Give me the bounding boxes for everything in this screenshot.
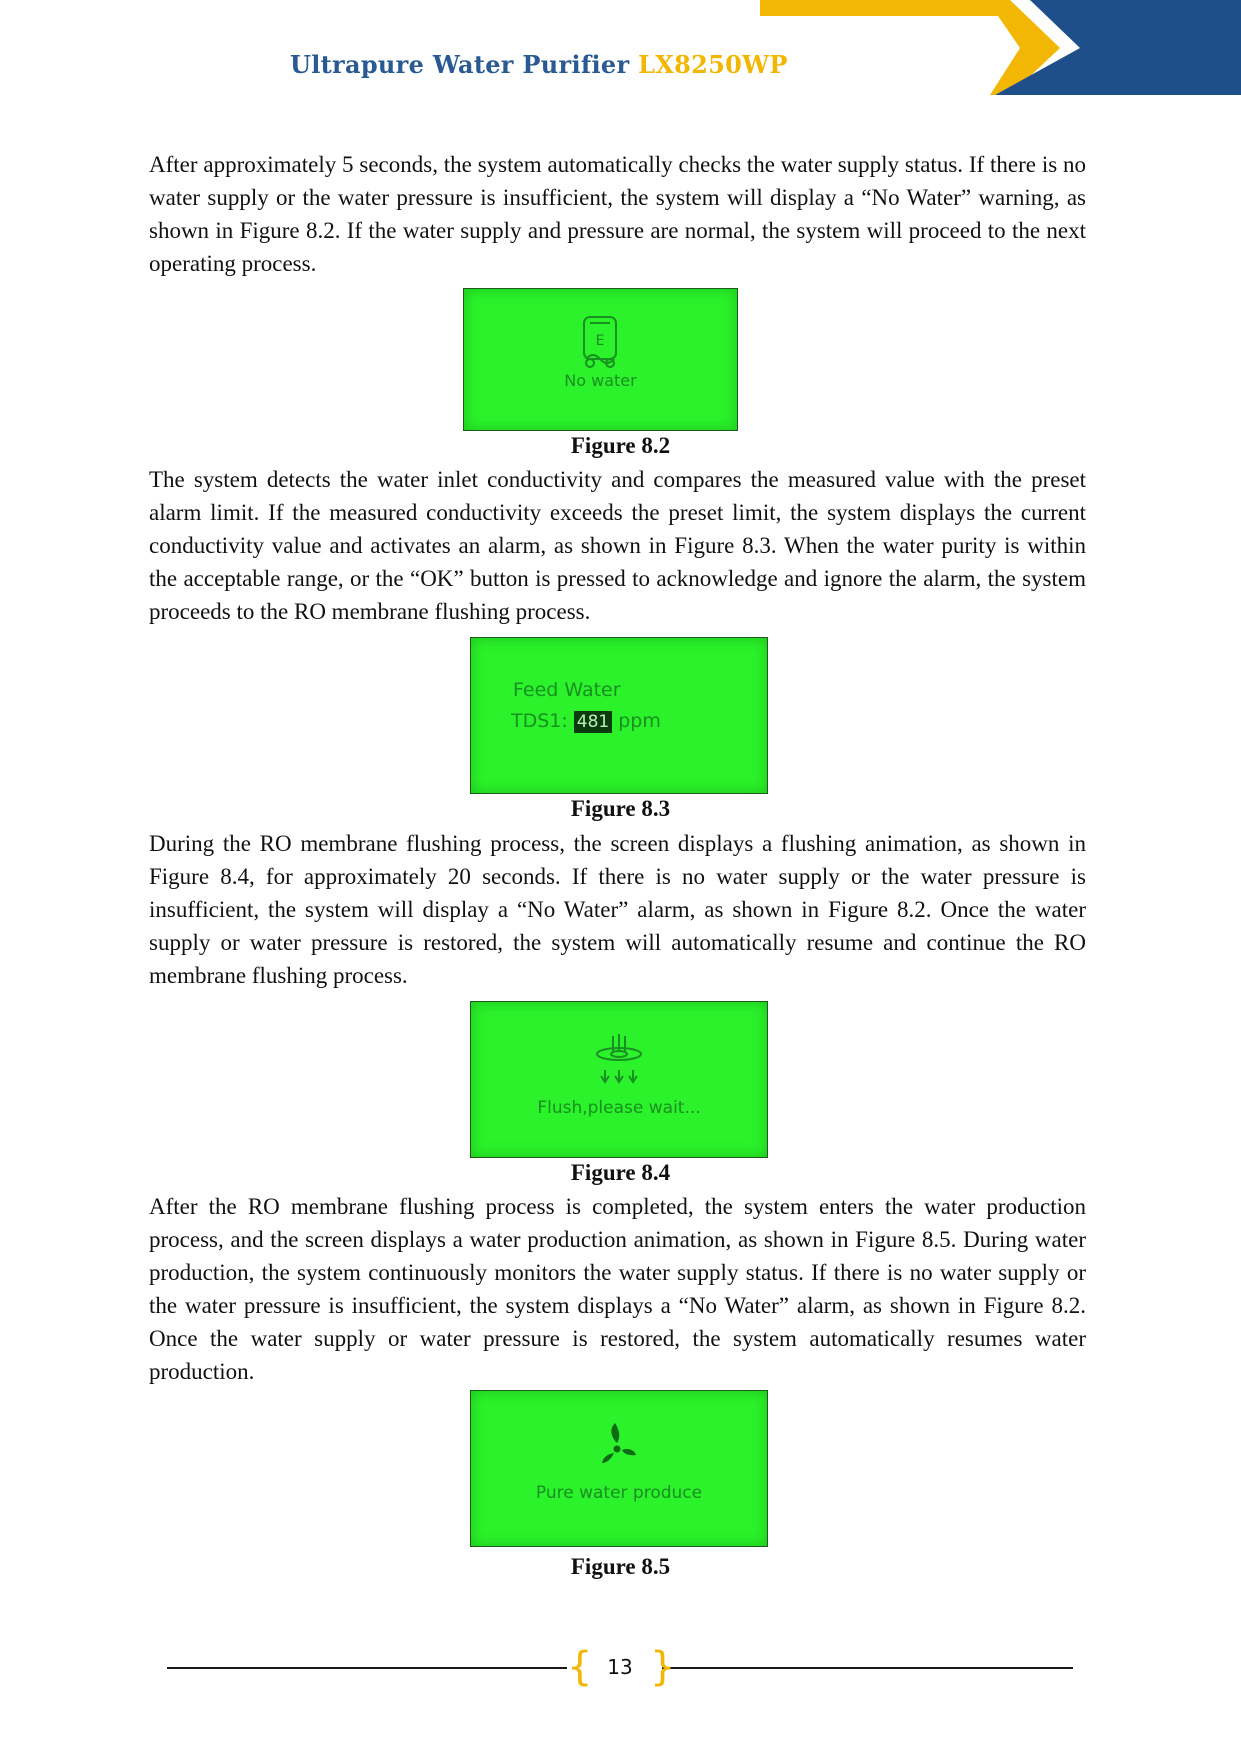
footer-brace-right: } <box>650 1644 676 1690</box>
tds-reading <box>511 710 661 733</box>
paragraph-conductivity-check: The system detects the water inlet conductivity and compares the measured value with the preset alarm limit. If the measured conductivity exceeds the preset limit, the system displays the current conductivity value and activates an alarm, as shown in Figure 8.3. When the water purity is within the acceptable range, or the “OK” button is pressed to acknowledge and ignore the alarm, the system proceeds to the RO membrane flushing process. <box>149 467 1086 624</box>
feed-water-label: Feed Water <box>513 679 621 701</box>
footer-rule-left <box>167 1667 567 1669</box>
document-header-title <box>290 50 788 79</box>
figure-caption-8-5: Figure 8.5 <box>570 1554 671 1579</box>
product-model: LX8250WP <box>638 50 788 79</box>
product-name: Ultrapure Water Purifier <box>290 50 630 79</box>
lcd-screen-flushing <box>470 1001 768 1158</box>
lcd-screen-feed-water-tds <box>470 637 768 794</box>
footer-rule-right <box>662 1667 1073 1669</box>
figure-caption-8-3: Figure 8.3 <box>570 796 671 821</box>
page-number: 13 <box>607 1655 633 1679</box>
figure-caption-8-4: Figure 8.4 <box>570 1160 671 1185</box>
footer-brace-left: { <box>567 1644 593 1690</box>
fan-icon <box>589 1419 645 1475</box>
svg-text:E: E <box>595 333 605 349</box>
paragraph-water-supply-check: After approximately 5 seconds, the system automatically checks the water supply status. If there is no water supply or the water pressure is insufficient, the system will display a “No Water” warning, as shown in Figure 8.2. If the water supply and pressure are normal, the system will proceed to the next operating process. <box>149 152 1086 276</box>
lcd-screen-no-water <box>463 288 738 431</box>
tds-label: TDS1: <box>511 710 568 732</box>
flush-membrane-icon <box>591 1032 647 1092</box>
tds-unit: ppm <box>618 710 661 732</box>
empty-tank-icon <box>576 313 624 371</box>
lcd-screen-pure-water-produce <box>470 1390 768 1547</box>
paragraph-flushing-process: During the RO membrane flushing process, the screen displays a flushing animation, as shown in Figure 8.4, for approximately 20 seconds. If there is no water supply or the water pressure is insufficient, the system will display a “No Water” alarm, as shown in Figure 8.2. Once the water supply or water pressure is restored, the system will automatically resume and continue the RO membrane flushing process. <box>149 831 1086 988</box>
flush-please-wait-label: Flush,please wait... <box>537 1098 701 1118</box>
no-water-label: No water <box>564 371 637 390</box>
figure-caption-8-2: Figure 8.2 <box>570 433 671 458</box>
paragraph-water-production: After the RO membrane flushing process is completed, the system enters the water production process, and the screen displays a water production animation, as shown in Figure 8.5. During water production, the system continuously monitors the water supply status. If there is no water supply or the water pressure is insufficient, the system displays a “No Water” alarm, as shown in Figure 8.2. Once the water supply or water pressure is restored, the system automatically resumes water production. <box>149 1194 1086 1384</box>
pure-water-produce-label: Pure water produce <box>535 1483 703 1503</box>
tds-value: 481 <box>574 711 612 733</box>
